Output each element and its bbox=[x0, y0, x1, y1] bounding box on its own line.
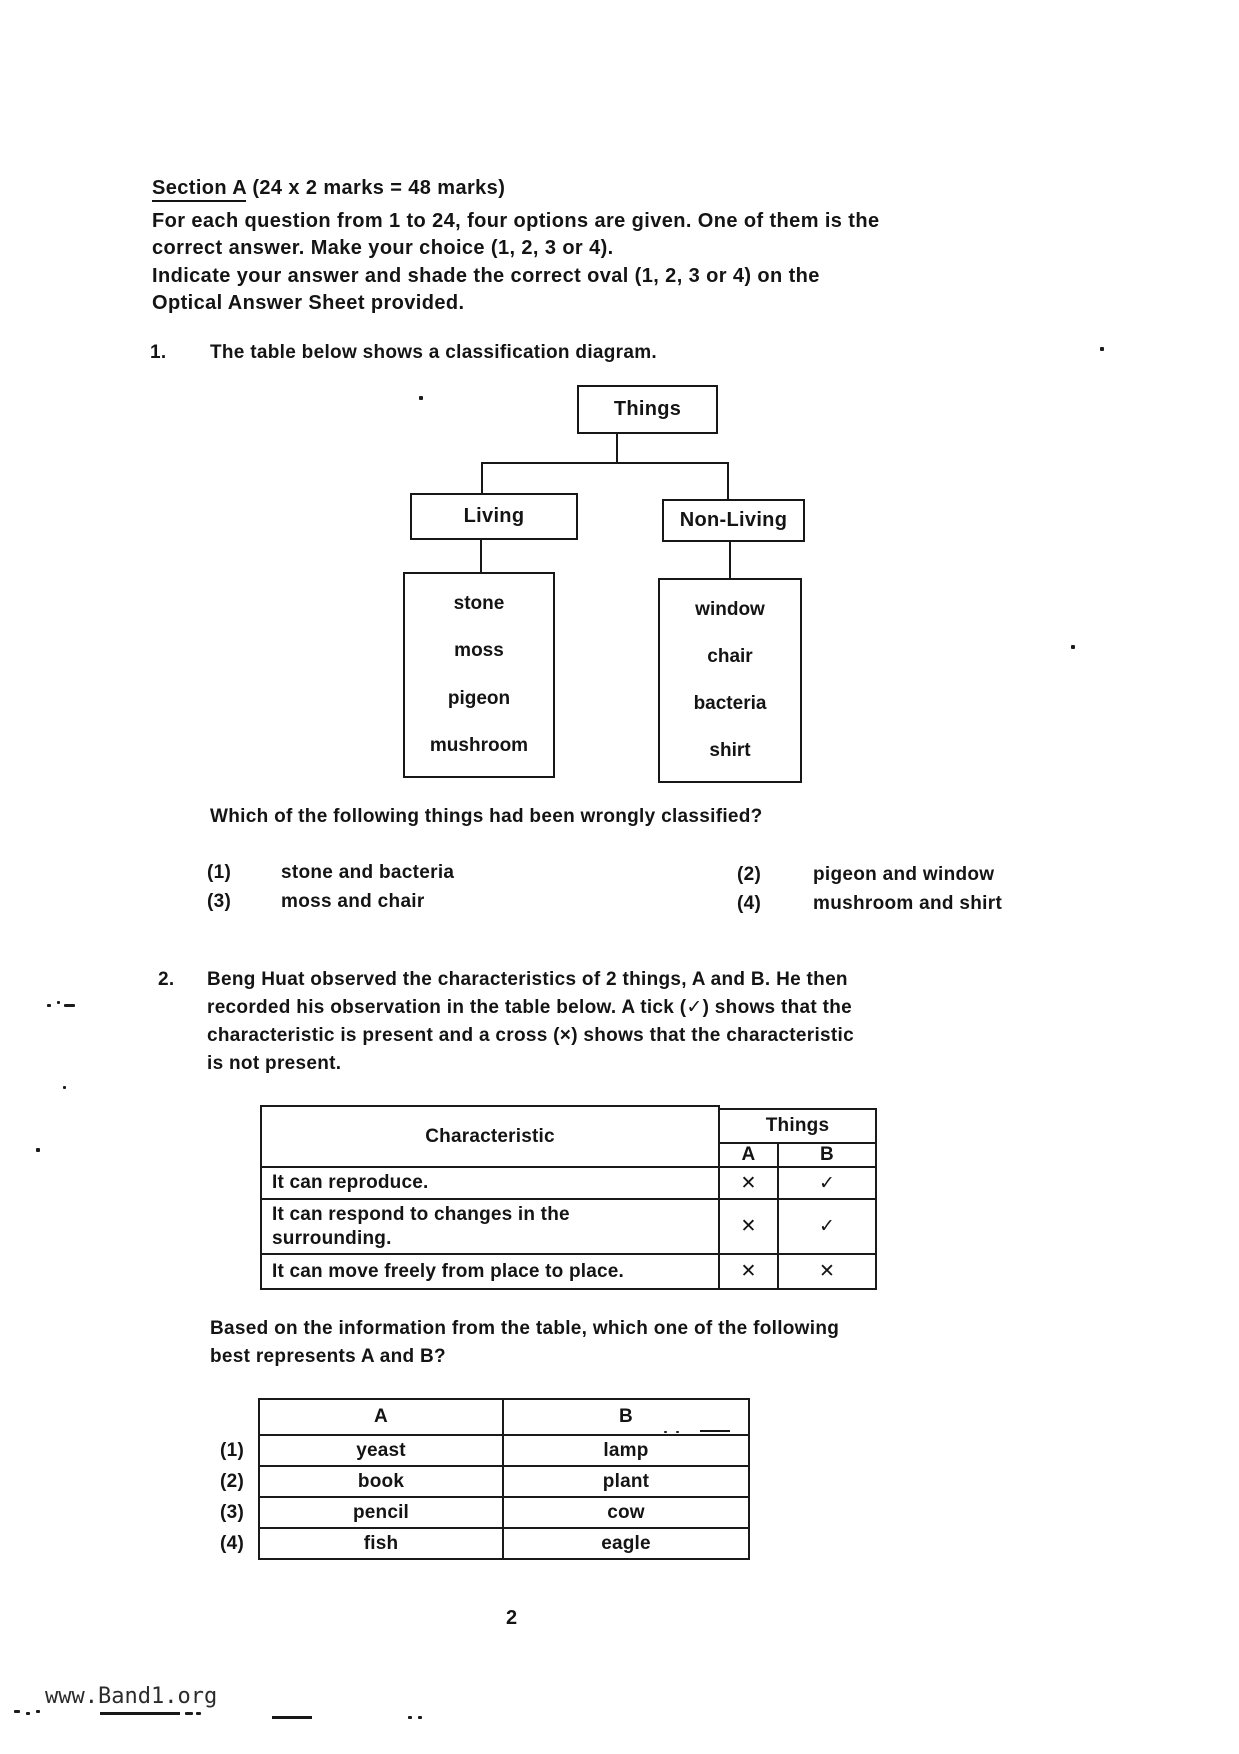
question-2-stem-line-1: Based on the information from the table, which one of the following bbox=[210, 1318, 840, 1339]
question-1-number: 1. bbox=[150, 342, 167, 363]
diagram-item: chair bbox=[707, 645, 753, 667]
question-1-stem: Which of the following things had been wrongly classified? bbox=[210, 806, 763, 827]
option-a-value: book bbox=[357, 1470, 405, 1492]
scan-speck bbox=[36, 1710, 40, 1713]
q2-option-2-label: (2) bbox=[220, 1471, 245, 1492]
option-cell bbox=[502, 1434, 750, 1467]
col-header-a bbox=[718, 1142, 779, 1168]
option-b-value: plant bbox=[602, 1470, 650, 1492]
diagram-connector bbox=[729, 542, 731, 579]
diagram-connector bbox=[616, 432, 618, 464]
section-label: Section A bbox=[152, 177, 246, 202]
scan-speck bbox=[1100, 347, 1104, 351]
table-row-b-mark bbox=[777, 1253, 877, 1290]
diagram-connector bbox=[481, 462, 729, 464]
table-row-a-mark bbox=[718, 1166, 779, 1200]
diagram-nonliving-box bbox=[662, 499, 805, 542]
table-row-text bbox=[260, 1198, 720, 1255]
question-1-prompt: The table below shows a classification diagram. bbox=[210, 342, 657, 363]
row-2-text: It can respond to changes in the surrounding. bbox=[272, 1204, 570, 1249]
cross-mark: ✕ bbox=[740, 1261, 757, 1282]
diagram-item: bacteria bbox=[693, 693, 767, 715]
options-col-a-label: A bbox=[374, 1406, 388, 1427]
q1-option-4-text: mushroom and shirt bbox=[813, 893, 1003, 914]
instructions-line-2: correct answer. Make your choice (1, 2, 3 or 4). bbox=[152, 237, 614, 259]
diagram-item: mushroom bbox=[429, 735, 529, 757]
instructions-line-4: Optical Answer Sheet provided. bbox=[152, 292, 465, 314]
scan-mark bbox=[100, 1712, 180, 1715]
table-row-text bbox=[260, 1253, 720, 1290]
col-header-things bbox=[718, 1108, 877, 1144]
scan-mark bbox=[272, 1716, 312, 1719]
question-2-stem-line-2: best represents A and B? bbox=[210, 1346, 446, 1367]
option-b-value: cow bbox=[607, 1501, 645, 1523]
diagram-root-box bbox=[577, 385, 718, 434]
question-2-line-2: recorded his observation in the table below. A tick (✓) shows that the bbox=[207, 997, 853, 1018]
option-b-value: lamp bbox=[603, 1439, 649, 1461]
diagram-item: shirt bbox=[709, 740, 751, 762]
q1-option-2-text: pigeon and window bbox=[813, 864, 995, 885]
scan-speck bbox=[64, 1004, 75, 1007]
page-number: 2 bbox=[506, 1607, 518, 1629]
col-header-things-label: Things bbox=[765, 1115, 830, 1136]
options-col-b-label: B bbox=[619, 1406, 633, 1427]
option-cell bbox=[258, 1434, 504, 1467]
tick-mark: ✓ bbox=[818, 1216, 836, 1237]
q2-option-3-label: (3) bbox=[220, 1502, 245, 1523]
scan-speck bbox=[63, 1086, 66, 1089]
scan-speck bbox=[676, 1431, 679, 1433]
scan-speck bbox=[196, 1712, 201, 1715]
option-cell bbox=[258, 1496, 504, 1529]
diagram-nonliving-label: Non-Living bbox=[679, 509, 788, 531]
section-marks: (24 x 2 marks = 48 marks) bbox=[246, 177, 506, 199]
diagram-connector bbox=[480, 540, 482, 573]
option-cell bbox=[258, 1465, 504, 1498]
option-cell bbox=[502, 1496, 750, 1529]
diagram-connector bbox=[727, 462, 729, 501]
cross-mark: ✕ bbox=[740, 1216, 757, 1237]
diagram-living-items-box bbox=[403, 572, 555, 778]
scan-speck bbox=[47, 1004, 51, 1007]
diagram-item: window bbox=[695, 598, 765, 620]
q1-option-3-text: moss and chair bbox=[281, 891, 425, 912]
option-cell bbox=[258, 1527, 504, 1560]
table-row-a-mark bbox=[718, 1253, 779, 1290]
q1-option-2-label: (2) bbox=[737, 864, 762, 885]
table-row-b-mark bbox=[777, 1166, 877, 1200]
scan-speck bbox=[1071, 645, 1075, 649]
scan-mark bbox=[700, 1430, 730, 1432]
scan-speck bbox=[26, 1712, 30, 1715]
diagram-connector bbox=[481, 462, 483, 495]
table-row-b-mark bbox=[777, 1198, 877, 1255]
scan-speck bbox=[418, 1716, 422, 1719]
scan-speck bbox=[419, 396, 423, 400]
cross-mark: ✕ bbox=[740, 1172, 757, 1194]
diagram-living-label: Living bbox=[463, 505, 525, 527]
question-2-line-3: characteristic is present and a cross (×) shows that the characteristic bbox=[207, 1025, 854, 1046]
col-header-characteristic bbox=[260, 1105, 720, 1168]
col-header-a-label: A bbox=[741, 1144, 756, 1165]
footer-url: www.Band1.org bbox=[45, 1684, 218, 1709]
diagram-root-label: Things bbox=[613, 398, 682, 420]
diagram-item: moss bbox=[454, 640, 504, 662]
section-heading bbox=[152, 176, 505, 200]
scan-speck bbox=[408, 1716, 412, 1719]
option-a-value: fish bbox=[363, 1532, 399, 1554]
instructions-line-3: Indicate your answer and shade the correct oval (1, 2, 3 or 4) on the bbox=[152, 265, 820, 287]
option-a-value: pencil bbox=[352, 1501, 410, 1523]
scan-speck bbox=[664, 1431, 667, 1433]
options-col-header-a bbox=[258, 1398, 504, 1436]
option-b-value: eagle bbox=[601, 1532, 651, 1554]
row-3-text: It can move freely from place to place. bbox=[272, 1260, 625, 1282]
tick-mark: ✓ bbox=[818, 1172, 836, 1194]
option-a-value: yeast bbox=[356, 1439, 406, 1461]
option-cell bbox=[502, 1465, 750, 1498]
diagram-item: stone bbox=[453, 592, 505, 614]
question-2-line-1: Beng Huat observed the characteristics of 2 things, A and B. He then bbox=[207, 969, 848, 990]
scan-speck bbox=[57, 1001, 60, 1004]
q1-option-4-label: (4) bbox=[737, 893, 762, 914]
diagram-living-box bbox=[410, 493, 578, 540]
q1-option-3-label: (3) bbox=[207, 891, 232, 912]
q2-option-4-label: (4) bbox=[220, 1533, 245, 1554]
cross-mark: ✕ bbox=[818, 1261, 836, 1282]
scan-speck bbox=[36, 1148, 40, 1152]
q1-option-1-label: (1) bbox=[207, 862, 232, 883]
col-header-b bbox=[777, 1142, 877, 1168]
diagram-item: pigeon bbox=[447, 687, 511, 709]
diagram-nonliving-items-box bbox=[658, 578, 802, 783]
option-cell bbox=[502, 1527, 750, 1560]
scan-speck bbox=[14, 1710, 20, 1713]
q1-option-1-text: stone and bacteria bbox=[281, 862, 455, 883]
table-row-text bbox=[260, 1166, 720, 1200]
question-2-number: 2. bbox=[158, 969, 175, 990]
col-header-b-label: B bbox=[820, 1144, 834, 1165]
row-1-text: It can reproduce. bbox=[272, 1172, 429, 1193]
table-row-a-mark bbox=[718, 1198, 779, 1255]
scan-speck bbox=[185, 1712, 193, 1715]
instructions-line-1: For each question from 1 to 24, four options are given. One of them is the bbox=[152, 210, 880, 232]
col-header-characteristic-label: Characteristic bbox=[425, 1125, 555, 1147]
question-2-line-4: is not present. bbox=[207, 1053, 342, 1074]
q2-option-1-label: (1) bbox=[220, 1440, 245, 1461]
